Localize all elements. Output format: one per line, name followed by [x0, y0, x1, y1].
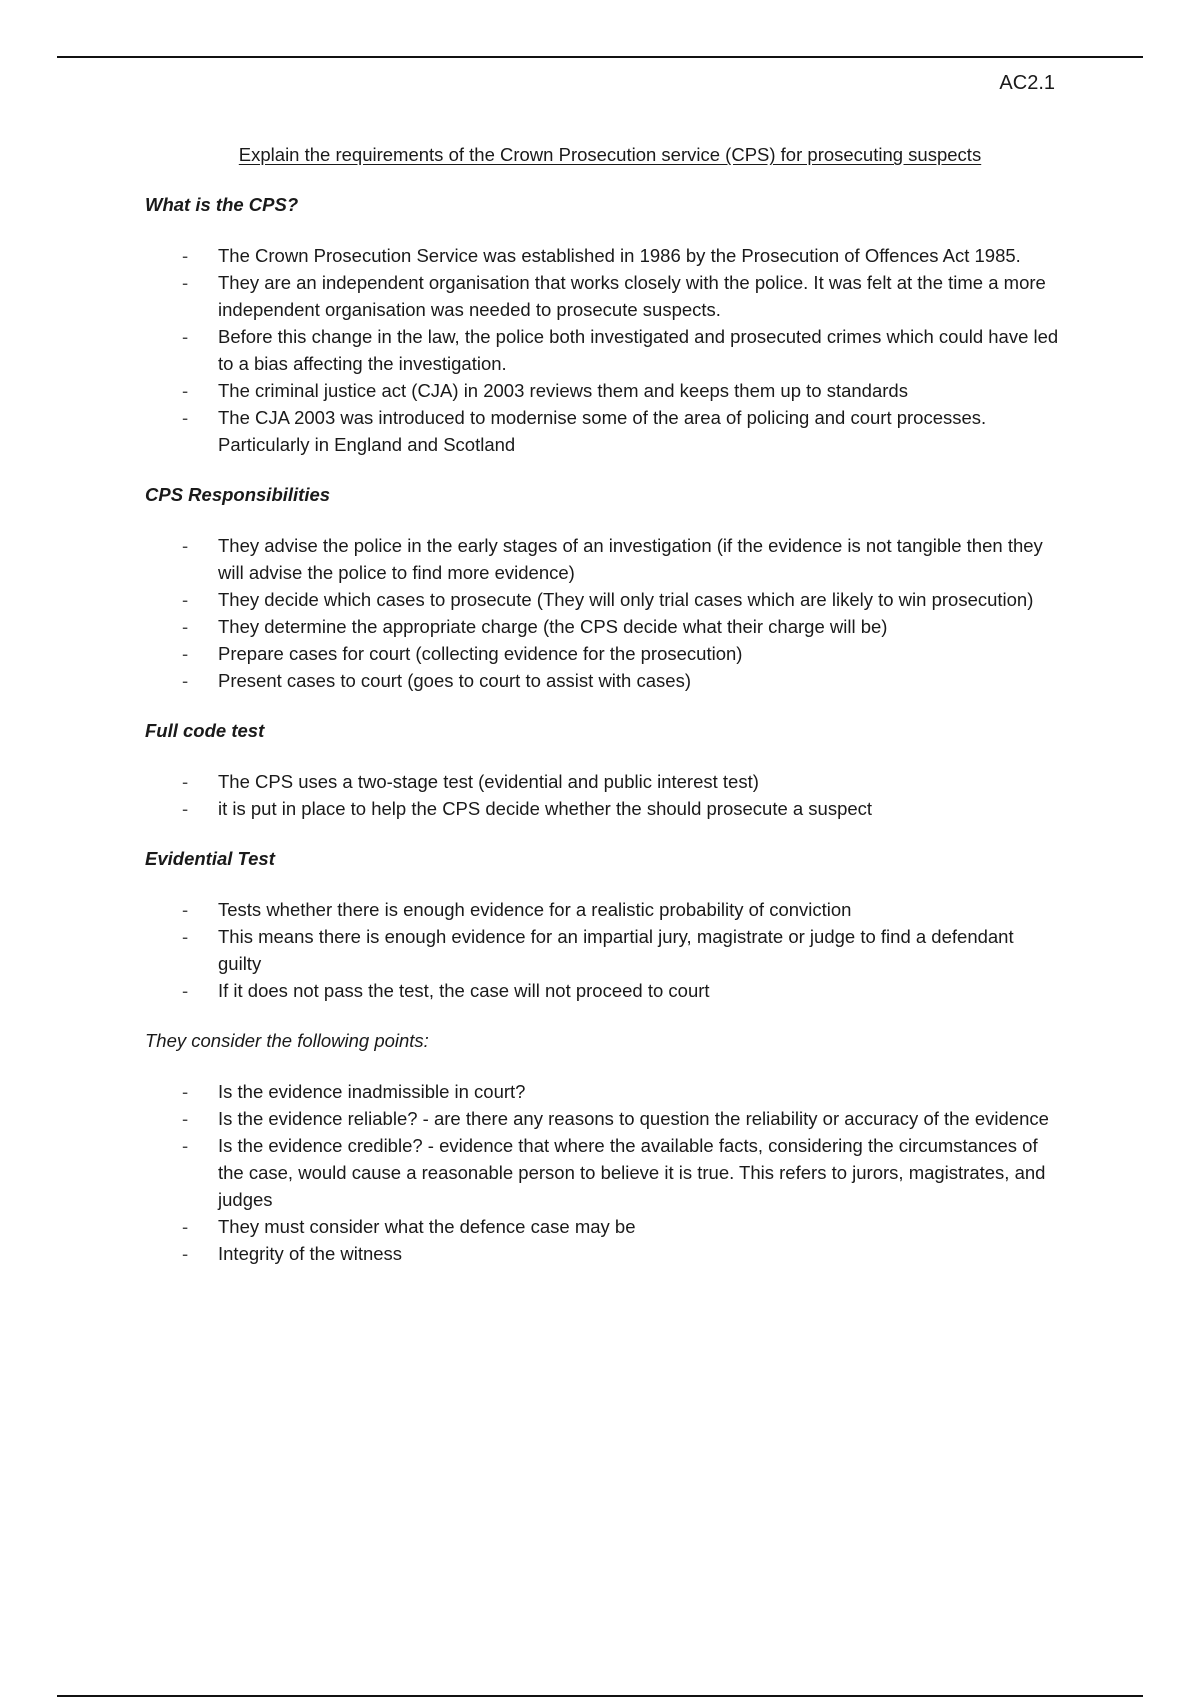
list-item-text: They decide which cases to prosecute (They will only trial cases which are likely to win prosecution): [218, 589, 1034, 610]
list-item-text: They advise the police in the early stages of an investigation (if the evidence is not tangible then they will advise the police to find more evidence): [218, 535, 1043, 583]
dash-bullet-icon: -: [182, 589, 189, 610]
bullet-list-full-code-test: [145, 768, 1060, 822]
dash-bullet-icon: -: [182, 272, 189, 293]
list-item: [145, 923, 1060, 977]
list-item: [145, 242, 1060, 269]
dash-bullet-icon: -: [182, 380, 189, 401]
dash-bullet-icon: -: [182, 1081, 189, 1102]
dash-bullet-icon: -: [182, 798, 189, 819]
dash-bullet-icon: -: [182, 1135, 189, 1156]
list-item-text: If it does not pass the test, the case will not proceed to court: [218, 980, 710, 1001]
list-item: [145, 977, 1060, 1004]
list-item: [145, 269, 1060, 323]
list-item: [145, 667, 1060, 694]
list-item: [145, 1213, 1060, 1240]
list-item-text: They must consider what the defence case may be: [218, 1216, 636, 1237]
dash-bullet-icon: -: [182, 771, 189, 792]
list-item-text: They are an independent organisation that works closely with the police. It was felt at the time a more independent organisation was needed to prosecute suspects.: [218, 272, 1046, 320]
list-item-text: The Crown Prosecution Service was established in 1986 by the Prosecution of Offences Act 1985.: [218, 245, 1021, 266]
dash-bullet-icon: -: [182, 670, 189, 691]
bullet-list-cps-responsibilities: [145, 532, 1060, 694]
list-item-text: it is put in place to help the CPS decide whether the should prosecute a suspect: [218, 798, 873, 819]
section-heading-what-is-cps: What is the CPS?: [145, 194, 299, 215]
list-item: [145, 795, 1060, 822]
list-item: [145, 640, 1060, 667]
footer-rule: [57, 1695, 1143, 1697]
list-item: [145, 323, 1060, 377]
document-code: AC2.1: [999, 72, 1055, 94]
section-heading-cps-responsibilities: CPS Responsibilities: [145, 484, 331, 505]
dash-bullet-icon: -: [182, 1108, 189, 1129]
document-title: Explain the requirements of the Crown Prosecution service (CPS) for prosecuting suspects: [238, 144, 982, 165]
dash-bullet-icon: -: [182, 980, 189, 1001]
bullet-list-evidential-test: [145, 896, 1060, 1004]
list-item: [145, 768, 1060, 795]
dash-bullet-icon: -: [182, 535, 189, 556]
list-item-text: Integrity of the witness: [218, 1243, 403, 1264]
section-heading-considerations: They consider the following points:: [145, 1030, 429, 1051]
list-item-text: Tests whether there is enough evidence for a realistic probability of conviction: [218, 899, 852, 920]
list-item: [145, 896, 1060, 923]
list-item-text: They determine the appropriate charge (the CPS decide what their charge will be): [218, 616, 888, 637]
dash-bullet-icon: -: [182, 899, 189, 920]
bullet-list-considerations: [145, 1078, 1060, 1267]
document-body: [145, 144, 1060, 1293]
list-item-text: The CPS uses a two-stage test (evidential and public interest test): [218, 771, 759, 792]
list-item: [145, 613, 1060, 640]
dash-bullet-icon: -: [182, 407, 189, 428]
list-item: [145, 377, 1060, 404]
dash-bullet-icon: -: [182, 616, 189, 637]
dash-bullet-icon: -: [182, 326, 189, 347]
list-item-text: Is the evidence credible? - evidence that where the available facts, considering the circumstances of the case, would cause a reasonable person to believe it is true. This refers to jurors, magistrates, and judges: [218, 1135, 1046, 1210]
list-item-text: Prepare cases for court (collecting evidence for the prosecution): [218, 643, 743, 664]
list-item-text: This means there is enough evidence for an impartial jury, magistrate or judge to find a defendant guilty: [218, 926, 1014, 974]
bullet-list-what-is-cps: [145, 242, 1060, 458]
dash-bullet-icon: -: [182, 245, 189, 266]
dash-bullet-icon: -: [182, 926, 189, 947]
list-item-text: Is the evidence reliable? - are there any reasons to question the reliability or accuracy of the evidence: [218, 1108, 1049, 1129]
section-heading-full-code-test: Full code test: [145, 720, 265, 741]
header-rule: [57, 56, 1143, 58]
list-item-text: The criminal justice act (CJA) in 2003 reviews them and keeps them up to standards: [218, 380, 908, 401]
list-item: [145, 404, 1060, 458]
list-item: [145, 1240, 1060, 1267]
dash-bullet-icon: -: [182, 1216, 189, 1237]
list-item: [145, 1132, 1060, 1213]
list-item-text: Present cases to court (goes to court to assist with cases): [218, 670, 691, 691]
list-item: [145, 1078, 1060, 1105]
list-item: [145, 1105, 1060, 1132]
list-item-text: Is the evidence inadmissible in court?: [218, 1081, 526, 1102]
list-item-text: Before this change in the law, the police both investigated and prosecuted crimes which could have led to a bias affecting the investigation.: [218, 326, 1059, 374]
list-item: [145, 532, 1060, 586]
list-item-text: The CJA 2003 was introduced to modernise some of the area of policing and court processes. Particularly in England and Scotland: [218, 407, 987, 455]
list-item: [145, 586, 1060, 613]
section-heading-evidential-test: Evidential Test: [145, 848, 275, 869]
dash-bullet-icon: -: [182, 1243, 189, 1264]
dash-bullet-icon: -: [182, 643, 189, 664]
